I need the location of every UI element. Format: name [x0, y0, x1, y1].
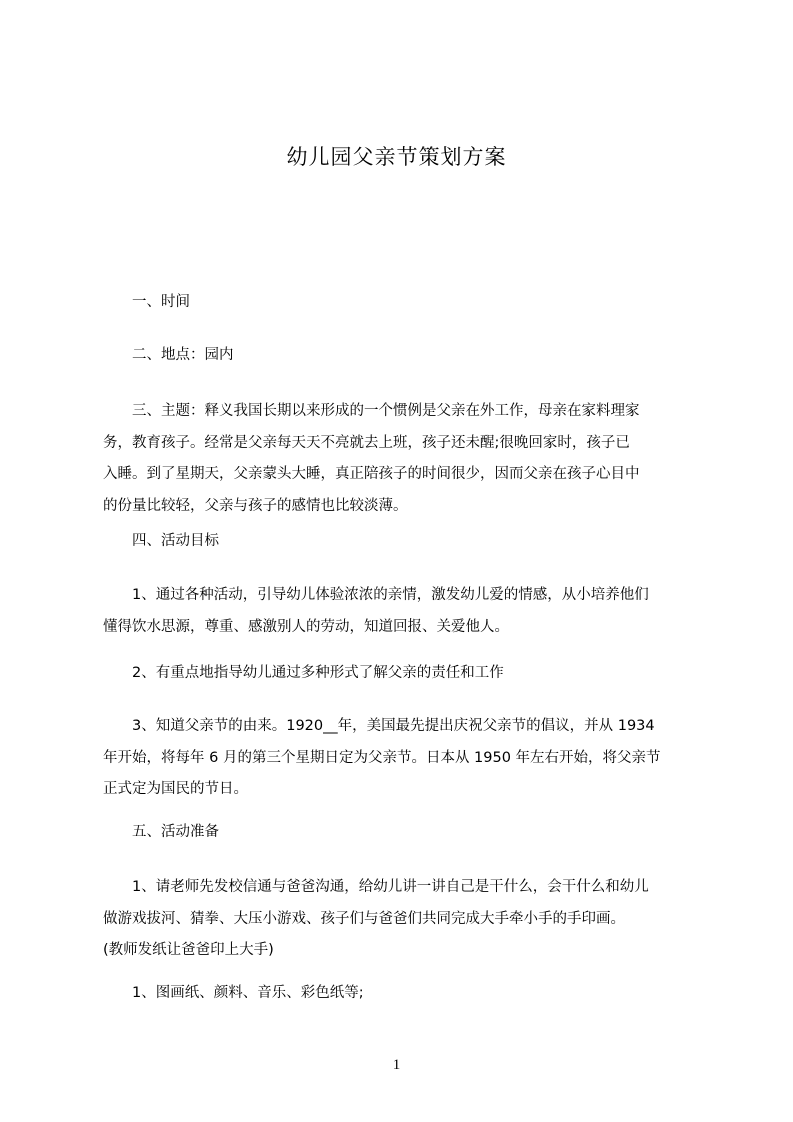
text-line: 做游戏拔河、猜拳、大压小游戏、孩子们与爸爸们共同完成大手牵小手的手印画。 [103, 910, 625, 927]
paragraph-time [103, 287, 703, 319]
paragraph-goal-1 [103, 580, 703, 643]
paragraph-materials [103, 978, 703, 1010]
text-line: 年开始，将每年 6 月的第三个星期日定为父亲节。日本从 1950 年左右开始，将父亲节 [103, 749, 661, 766]
text-line: 懂得饮水思源，尊重、感激别人的劳动，知道回报、关爱他人。 [103, 618, 509, 635]
document-title: 幼儿园父亲节策划方案 [286, 145, 507, 169]
paragraph-location [103, 340, 703, 372]
paragraph-preparation-1 [103, 872, 703, 967]
text-line: 三、主题：释义我国长期以来形成的一个惯例是父亲在外工作，母亲在家料理家 [103, 403, 640, 419]
paragraph-goals-heading [103, 526, 703, 558]
text-line: 二、地点：园内 [103, 347, 234, 363]
text-line: 四、活动目标 [103, 533, 219, 549]
paragraph-theme [103, 396, 703, 522]
paragraph-goal-2 [103, 658, 703, 690]
paragraph-goal-3 [103, 711, 703, 806]
text-line: 1、通过各种活动，引导幼儿体验浓浓的亲情，激发幼儿爱的情感，从小培养他们 [103, 587, 649, 603]
text-line: 3、知道父亲节的由来。1920__年，美国最先提出庆祝父亲节的倡议，并从 1934 [103, 718, 655, 734]
text-line: 五、活动准备 [103, 824, 219, 840]
page-number: 1 [392, 1057, 401, 1073]
paragraph-preparation-heading [103, 817, 703, 849]
text-line: 1、请老师先发校信通与爸爸沟通，给幼儿讲一讲自己是干什么，会干什么和幼儿 [103, 879, 649, 895]
text-line: 一、时间 [103, 294, 190, 310]
text-line: 的份量比较轻，父亲与孩子的感情也比较淡薄。 [103, 497, 408, 514]
text-line: 1、图画纸、颜料、音乐、彩色纸等; [103, 985, 364, 1001]
text-line: 正式定为国民的节日。 [103, 781, 248, 797]
text-line: (教师发纸让爸爸印上大手) [103, 942, 274, 958]
text-line: 入睡。到了星期天，父亲蒙头大睡，真正陪孩子的时间很少，因而父亲在孩子心目中 [103, 466, 640, 482]
text-line: 2、有重点地指导幼儿通过多种形式了解父亲的责任和工作 [103, 665, 504, 681]
text-line: 务，教育孩子。经常是父亲每天天不亮就去上班，孩子还未醒;很晚回家时，孩子已 [103, 434, 630, 451]
